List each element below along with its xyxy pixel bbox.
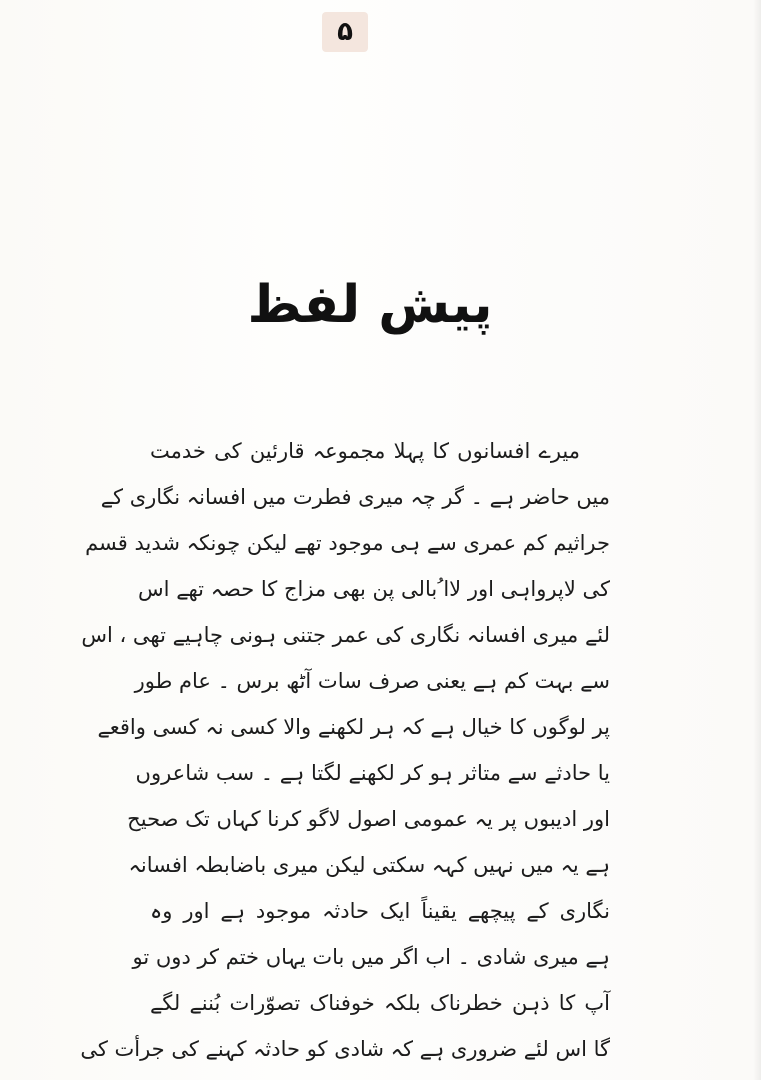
text-line: لئے میری افسانہ نگاری کی عمر جتنی ہونی چاہیے تھی ، اس — [81, 623, 610, 647]
text-line: ہے میری شادی ۔ اب اگر میں بات یہاں ختم کر دوں تو — [132, 945, 610, 969]
text-line: یا حادثے سے متاثر ہو کر لکھنے لگتا ہے ۔ سب شاعروں — [135, 761, 610, 785]
page-title: پیش لفظ — [247, 275, 493, 335]
text-line: آپ کا ذہن خطرناک بلکہ خوفناک تصوّرات بُننے لگے — [150, 991, 610, 1015]
text-line: ہے یہ میں نہیں کہہ سکتی لیکن میری باضابطہ افسانہ — [128, 853, 610, 877]
text-line: میرے افسانوں کا پہلا مجموعہ قارئین کی خدمت — [150, 439, 580, 463]
text-line: اور ادیبوں پر یہ عمومی اصول لاگو کرنا کہاں تک صحیح — [127, 807, 610, 831]
text-line: گا اس لئے ضروری ہے کہ شادی کو حادثہ کہنے کی جرأت کی — [80, 1037, 610, 1061]
body-text — [80, 428, 610, 1072]
text-line: میں حاضر ہے ۔ گر چہ میری فطرت میں افسانہ نگاری کے — [100, 485, 610, 509]
text-line: کی لاپرواہی اور لاا ُبالی پن بھی مزاج کا حصہ تھے اس — [138, 577, 610, 601]
text-line: جراثیم کم عمری سے ہی موجود تھے لیکن چونکہ شدید قسم — [85, 531, 610, 555]
text-line: پر لوگوں کا خیال ہے کہ ہر لکھنے والا کسی نہ کسی واقعے — [97, 715, 610, 739]
text-line: سے بہت کم ہے یعنی صرف سات آٹھ برس ۔ عام طور — [134, 669, 610, 693]
text-line: نگاری کے پیچھے یقیناً ایک حادثہ موجود ہے اور وہ — [150, 899, 610, 923]
page-edge-shadow — [753, 0, 761, 1080]
page-number: ۵ — [322, 12, 368, 52]
